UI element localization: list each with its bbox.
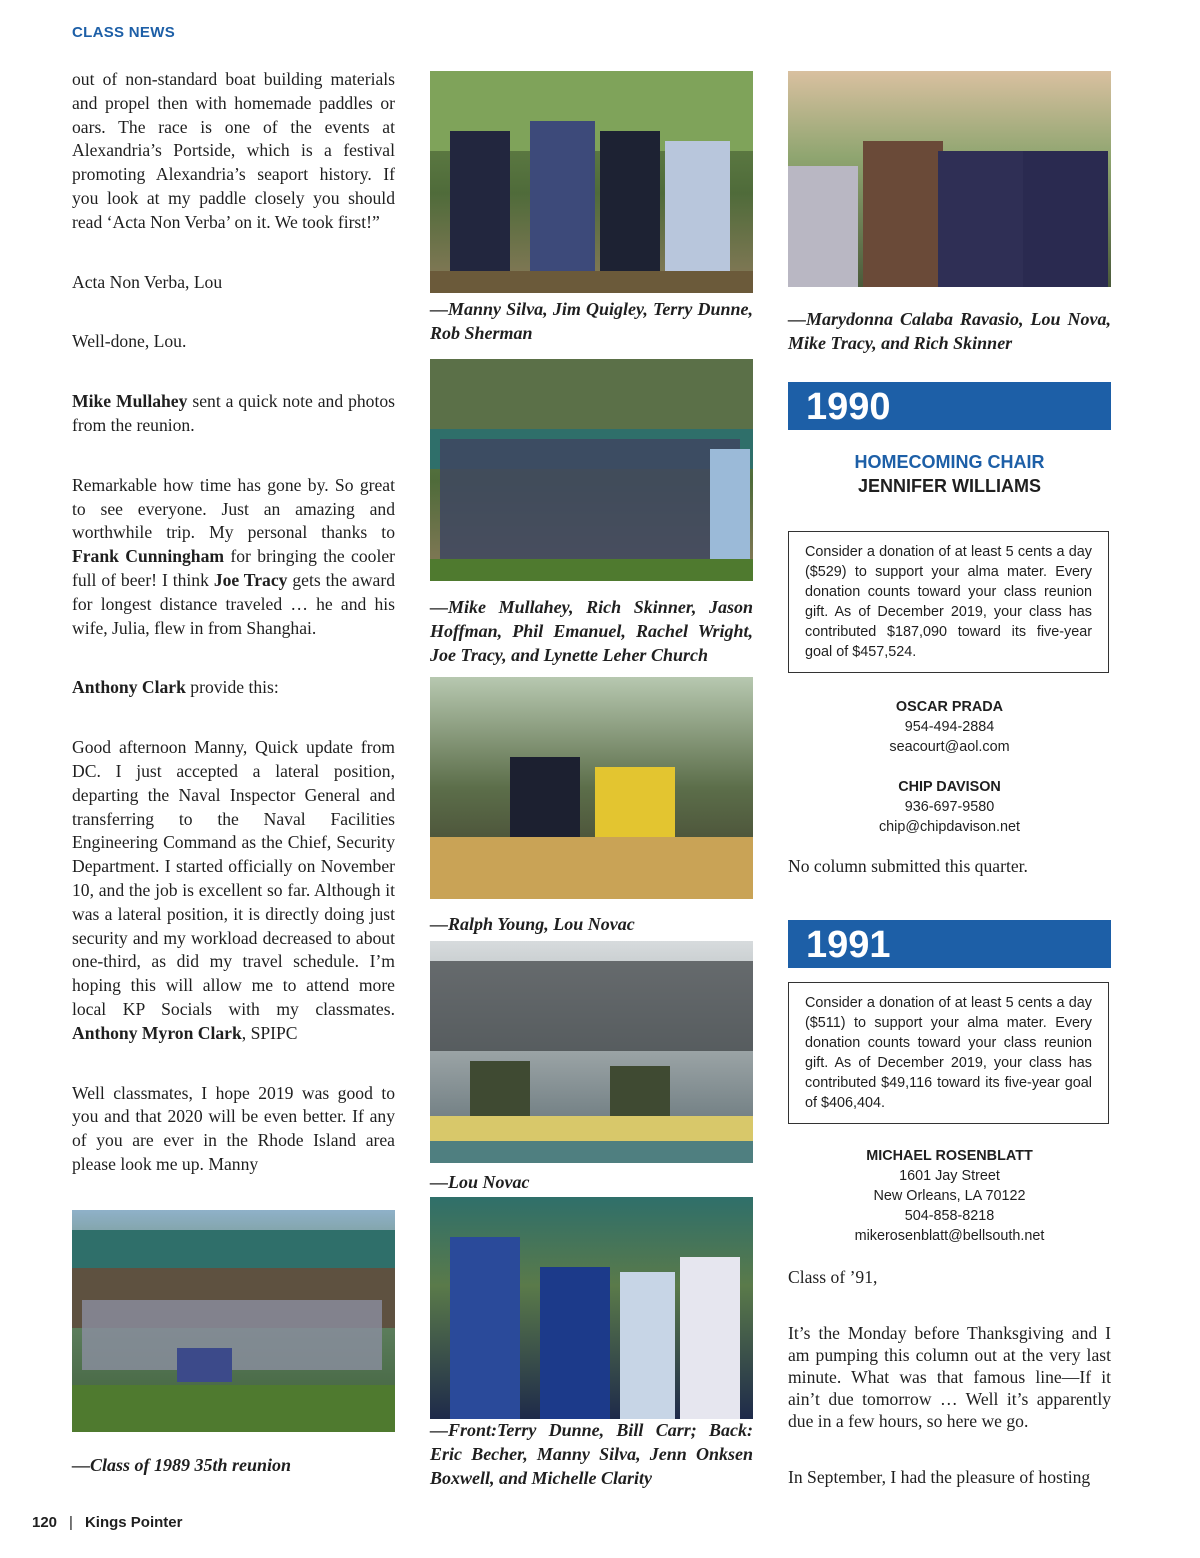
- chair-role: HOMECOMING CHAIR: [854, 452, 1045, 472]
- paragraph: [72, 474, 395, 641]
- paragraph: Well-done, Lou.: [72, 331, 187, 352]
- photo-caption: —Marydonna Calaba Ravasio, Lou Nova, Mike Tracy, and Rich Skinner: [788, 309, 1111, 353]
- contact-block: [788, 697, 1111, 757]
- paragraph: [72, 736, 395, 1045]
- paragraph: Well classmates, I hope 2019 was good to you and that 2020 will be even better. If any of you are ever in the Rhode Island area please look me up. Manny: [72, 1082, 395, 1174]
- person-name: Frank Cunningham: [72, 546, 225, 567]
- class-note: [788, 855, 1111, 911]
- footer-separator: |: [69, 1514, 73, 1531]
- person-name: Anthony Myron Clark: [72, 1022, 242, 1043]
- contact-block: [788, 777, 1111, 837]
- group-photo-3: [430, 1197, 753, 1419]
- contact-block: [788, 1146, 1111, 1246]
- chair-name: JENNIFER WILLIAMS: [858, 476, 1041, 496]
- paragraph: No column submitted this quarter.: [788, 856, 1028, 876]
- contact-name: CHIP DAVISON: [898, 779, 1001, 795]
- paragraph: Class of ’91,: [788, 1267, 878, 1287]
- contact-phone: 504-858-8218: [904, 1208, 995, 1224]
- text-span: provide this:: [185, 677, 279, 698]
- person-name: Joe Tracy: [213, 569, 288, 590]
- contact-city: New Orleans, LA 70122: [873, 1188, 1026, 1204]
- photo-caption: —Manny Silva, Jim Quigley, Terry Dunne, Rob Sherman: [430, 299, 753, 343]
- contact-email: chip@chipdavison.net: [878, 819, 1020, 835]
- paragraph: [72, 390, 395, 438]
- text-span: Remarkable how time has gone by. So great to see everyone. Just an amazing and worthwhile trip. My personal thanks to: [72, 474, 395, 543]
- section-label: CLASS NEWS: [72, 24, 176, 41]
- year-banner-1990: [788, 382, 1111, 430]
- photo-caption: —Class of 1989 35th reunion: [72, 1455, 292, 1475]
- year-label: 1990: [806, 386, 891, 428]
- paragraph: Acta Non Verba, Lou: [72, 271, 223, 292]
- paragraph: out of non-standard boat building materials and propel then with homemade paddles or oars. The race is one of the events at Alexandria’s Portside, which is a festival promoting Alexandria’s seaport history. If you look at my paddle closely you should read ‘Acta Non Verba’ on it. We took first!”: [72, 69, 395, 232]
- donation-box-1990: Consider a donation of at least 5 cents a day ($529) to support your alma mater. Every donation counts toward your class reunion gift. As of December 2019, your class has contributed $187,090 toward its five-year goal of $457,524.: [788, 531, 1109, 673]
- text-span: for bringing the cooler full of beer! I think: [72, 546, 396, 590]
- class-1991-text: [788, 1266, 1111, 1522]
- reunion-group-photo: [72, 1210, 395, 1432]
- photo-caption: —Lou Novac: [430, 1172, 530, 1192]
- group-photo-1: [430, 71, 753, 293]
- group-photo-4: [788, 71, 1111, 287]
- text-span: gets the award for longest distance traveled … he and his wife, Julia, flew in from Shanghai.: [72, 569, 395, 638]
- page-footer: [32, 1514, 182, 1531]
- year-label: 1991: [806, 924, 891, 966]
- contact-phone: 954-494-2884: [904, 719, 995, 735]
- contact-name: MICHAEL ROSENBLATT: [866, 1148, 1033, 1164]
- homecoming-chair: [788, 450, 1111, 498]
- text-span: Good afternoon Manny, Quick update from DC. I just accepted a lateral position, departing the Naval Inspector General and transferring to the Naval Facilities Engineering Command as the Chief, Security Department. I started officially on November 10, and the job is excellent so far. Although it was a lateral position, it is directly doing just security and my workload decreased to about one-third, as did my travel schedule. I’m hoping this will allow me to attend more local KP Socials with my classmates.: [72, 737, 395, 1019]
- contact-phone: 936-697-9580: [904, 799, 995, 815]
- photo-caption: —Front:Terry Dunne, Bill Carr; Back: Eric Becher, Manny Silva, Jenn Onksen Boxwell, and Michelle Clarity: [430, 1420, 753, 1488]
- person-name: Mike Mullahey: [72, 391, 188, 412]
- group-photo-2: [430, 359, 753, 581]
- boat-photo-2: [430, 941, 753, 1163]
- person-name: Anthony Clark: [72, 677, 186, 698]
- text-span: sent a quick note and photos from the reunion.: [72, 391, 395, 435]
- contact-name: OSCAR PRADA: [895, 699, 1004, 715]
- photo-caption: —Mike Mullahey, Rich Skinner, Jason Hoffman, Phil Emanuel, Rachel Wright, Joe Tracy, and Lynette Leher Church: [430, 597, 753, 665]
- column-1-text: [72, 68, 395, 1213]
- paragraph: It’s the Monday before Thanksgiving and I am pumping this column out at the very last minute. What was that famous line—If it ain’t due tomorrow … Well it’s apparently due in a few hours, so here we go.: [788, 1323, 1111, 1431]
- donation-box-1991: Consider a donation of at least 5 cents a day ($511) to support your alma mater. Every donation counts toward your class reunion gift. As of December 2019, your class has contributed $49,116 toward its five-year goal of $406,404.: [788, 982, 1109, 1124]
- contact-street: 1601 Jay Street: [899, 1168, 1000, 1184]
- photo-caption: —Ralph Young, Lou Novac: [430, 914, 635, 934]
- boat-photo-1: [430, 677, 753, 899]
- publication-name: Kings Pointer: [84, 1514, 183, 1531]
- paragraph: [72, 676, 395, 700]
- text-span: , SPIPC: [241, 1022, 298, 1043]
- contact-email: seacourt@aol.com: [889, 739, 1010, 755]
- contact-email: mikerosenblatt@bellsouth.net: [854, 1228, 1045, 1244]
- page-number: 120: [32, 1514, 58, 1531]
- year-banner-1991: [788, 920, 1111, 968]
- paragraph: In September, I had the pleasure of hosting: [788, 1467, 1091, 1487]
